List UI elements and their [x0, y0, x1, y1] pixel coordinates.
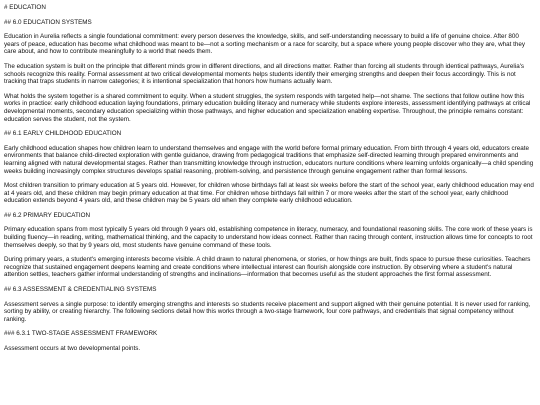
paragraph: Most children transition to primary education at 5 years old. However, for children whose birthdays fall at least six weeks before the start of the school year, early childhood education may end at 4 years old, and these children may begin primary education at that time. For children whose birthdays fall within 7 or more weeks after the start of the school year, early childhood education extends beyond 4 years old, and these children may be 5 years old when they complete early childhood education. [4, 182, 534, 205]
heading-early-childhood: ## 6.1 EARLY CHILDHOOD EDUCATION [4, 130, 122, 138]
paragraph: What holds the system together is a shared commitment to equity. When a student struggles, the system responds with targeted help—not shame. The sections that follow outline how this works in practice: early childhood education laying foundations, primary education building literacy and numeracy while students explore interests, assessment identifying pathways at critical developmental moments, secondary education specializing within those pathways, and higher education and specialization enabling expertise. Throughout, the principle remains constant: education serves the student, not the system. [4, 92, 531, 123]
heading-two-stage-framework: ### 6.3.1 TWO-STAGE ASSESSMENT FRAMEWORK [4, 330, 158, 338]
paragraph: During primary years, a student's emerging interests become visible. A child drawn to natural phenomena, or stories, or how things are built, finds space to pursue these curiosities. Teachers recognize that sustained engagement deepens learning and create conditions where intellectual interest can flourish alongside core instruction. By observing where a student's natural attention settles, teachers gather informal understanding of strengths and inclinations—information that becomes useful as the student approaches the first formal assessment. [4, 256, 531, 279]
heading-primary-education: ## 6.2 PRIMARY EDUCATION [4, 211, 91, 219]
paragraph: Assessment serves a single purpose: to identify emerging strengths and interests so students receive placement and support aligned with their genuine potential. It is never used for ranking, sorting by ability, or creating hierarchy. The following sections detail how this works through a two-stage framework, four core pathways, and credentials that signal competency without ranking. [4, 300, 531, 323]
heading-education: # EDUCATION [4, 4, 46, 11]
paragraph: Assessment occurs at two developmental points. [4, 345, 141, 352]
heading-education-systems: ## 6.0 EDUCATION SYSTEMS [4, 18, 92, 26]
paragraph: Primary education spans from most typically 5 years old through 9 years old, establishing competence in literacy, numeracy, and foundational reasoning skills. The core work of these years is building fluency—in reading, writing, mathematical thinking, and the capacity to understand how ideas connect. Rather than racing through content, instruction allows time for concepts to root themselves deeply, so that by 9 years old, most students have genuine command of these tools. [4, 226, 533, 249]
heading-assessment: ## 6.3 ASSESSMENT & CREDENTIALING SYSTEMS [4, 286, 157, 294]
paragraph: Early childhood education shapes how children learn to understand themselves and engage with the world before formal primary education. From birth through 4 years old, educators create environments that balance child-directed exploration with gentle guidance, drawing from pedagogical traditions that emphasize self-directed learning through prepared environments and learning aligned with natural developmental stages. Rather than transmitting knowledge through instruction, educators nurture conditions where learning unfolds organically—a child spending weeks building increasingly complex structures develops spatial reasoning, problem-solving, and persistence through genuine engagement rather than formal lessons. [4, 144, 534, 175]
paragraph: The education system is built on the principle that different minds grow in different directions, and all directions matter. Rather than forcing all students through identical pathways, Aurelia's schools recognize this reality. Formal assessment at two critical developmental moments helps students identify their emerging strengths and deepen their focus accordingly. This is not tracking that traps students in narrow categories; it is intentional specialization that honors how humans actually learn. [4, 62, 525, 86]
paragraph: Education in Aurelia reflects a single foundational commitment: every person deserves the knowledge, skills, and self-understanding necessary to build a life of genuine choice. After 800 years of peace, education has become what childhood was meant to be—not a sorting mechanism or a race for scarcity, but a space where young people discover who they are, what they care about, and how to contribute meaningfully to a world that needs them. [4, 33, 526, 56]
